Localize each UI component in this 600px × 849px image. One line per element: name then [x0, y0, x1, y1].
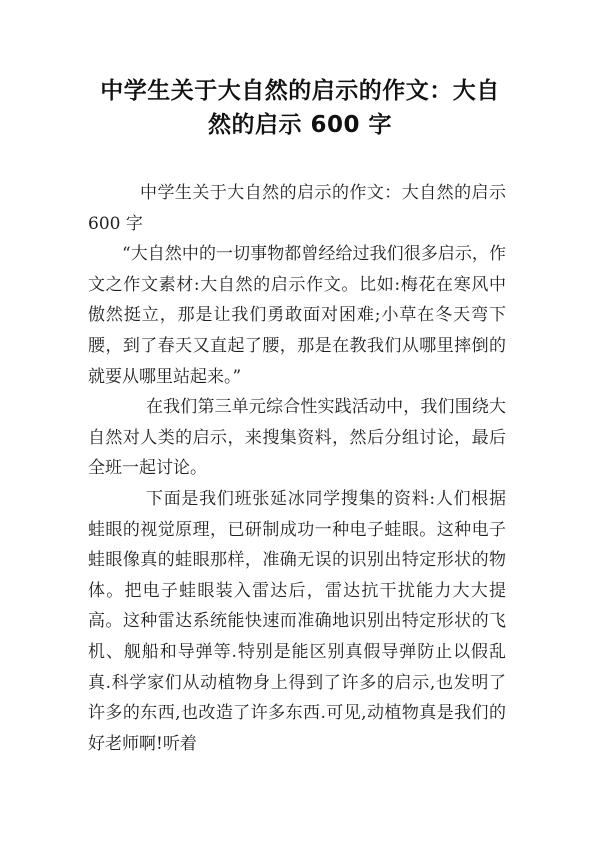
document-title: 中学生关于大自然的启示的作文：大自然的启示 600 字 — [100, 78, 500, 138]
paragraph-subtitle: 中学生关于大自然的启示的作文：大自然的启示 600 字 — [88, 183, 506, 234]
paragraph-materials: 下面是我们班张延冰同学搜集的资料:人们根据蛙眼的视觉原理，已研制成功一种电子蛙眼。这种电子蛙眼像真的蛙眼那样，准确无误的识别出特定形状的物体。把电子蛙眼装入雷达后，雷达抗干扰能力大大提高。这种雷达系统能快速而准确地识别出特定形状的飞机、舰船和导弹等.特别是能区别真假导弹防止以假乱真.科学家们从动植物身上得到了许多的启示,也发明了许多的东西,也改造了许多东西.可见,动植物真是我们的好老师啊!听着 — [88, 488, 506, 754]
paragraph-activity: 在我们第三单元综合性实践活动中，我们围绕大自然对人类的启示，来搜集资料，然后分组讨论，最后全班一起讨论。 — [88, 397, 506, 479]
document-body — [88, 178, 506, 759]
paragraph-quote: “大自然中的一切事物都曾经给过我们很多启示，作文之作文素材:大自然的启示作文。比如:梅花在寒风中傲然挺立，那是让我们勇敢面对困难;小草在冬天弯下腰，到了春天又直起了腰，那是在教我们从哪里摔倒的就要从哪里站起来。” — [88, 244, 506, 387]
